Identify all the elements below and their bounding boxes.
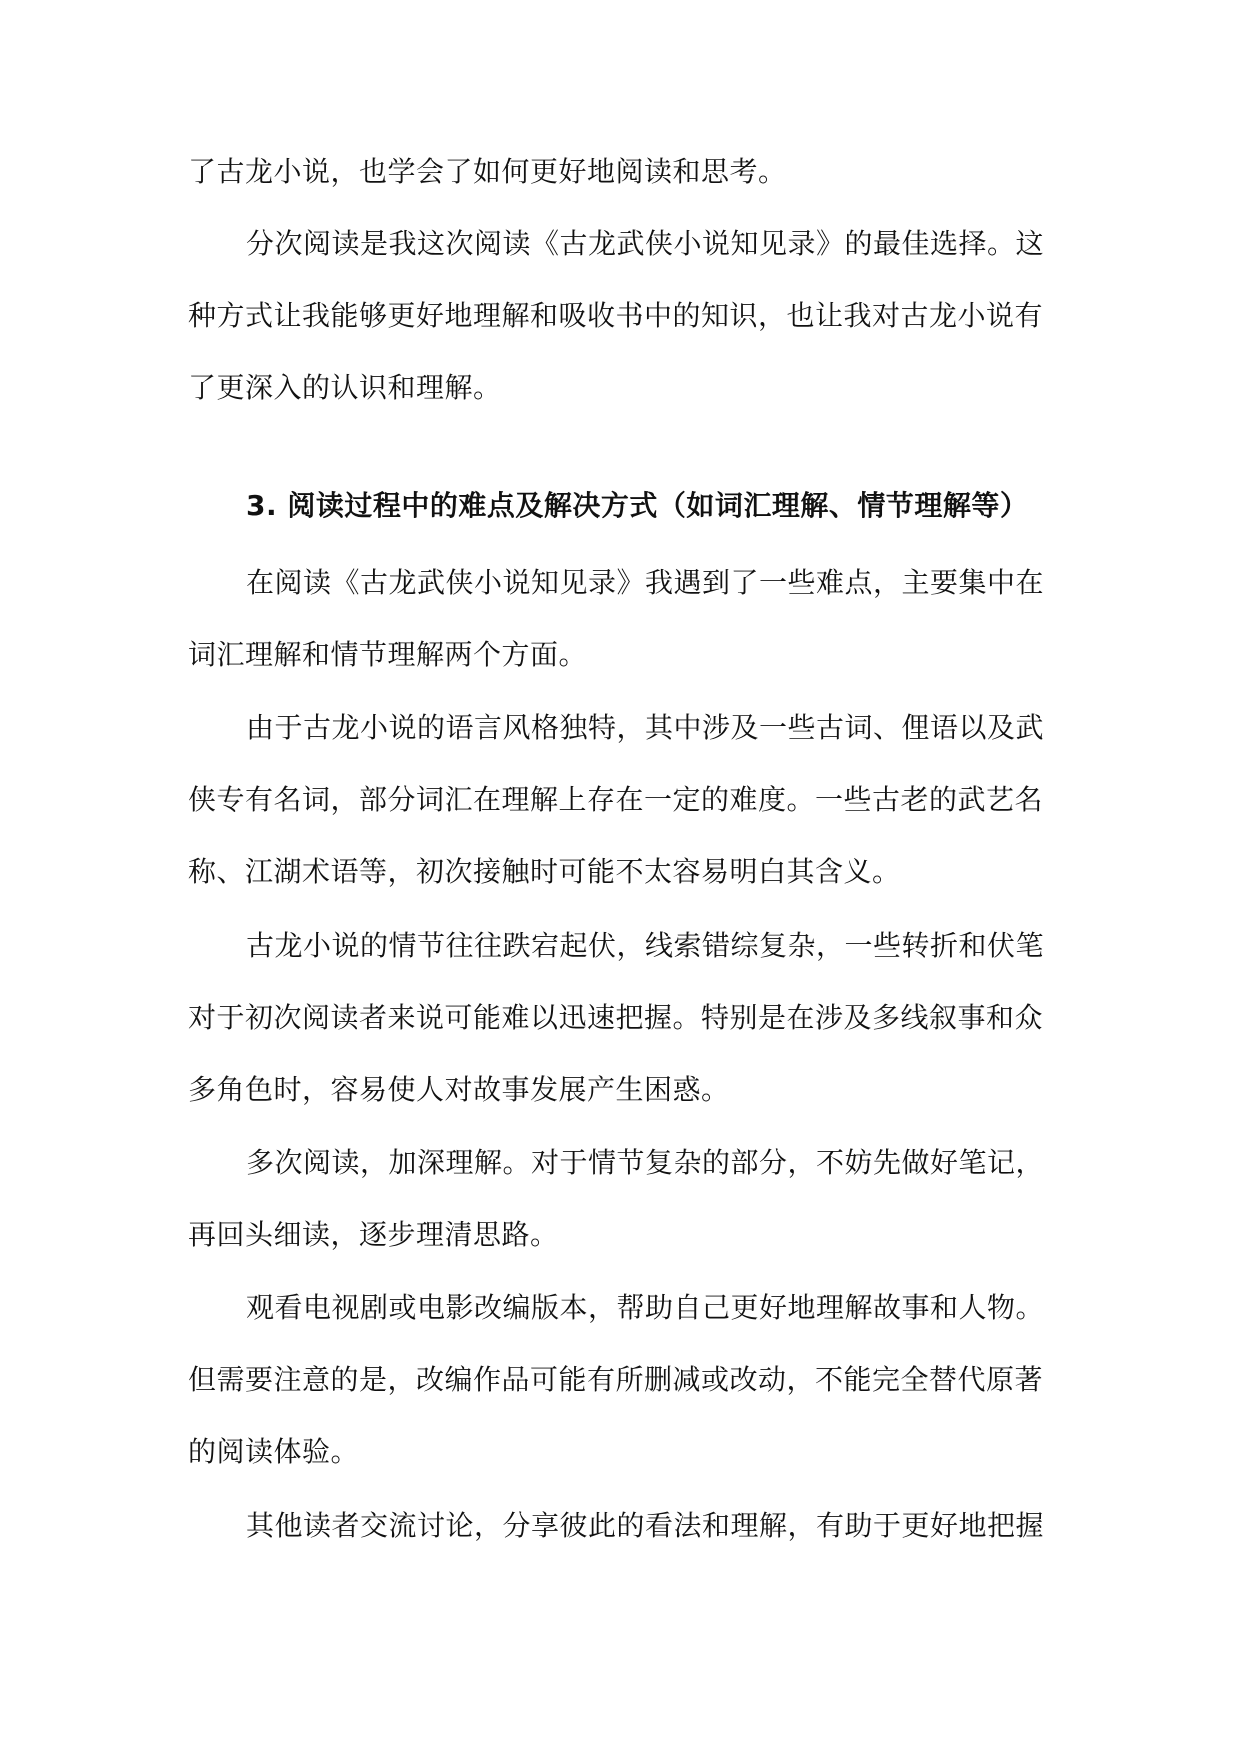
text-line: 了更深入的认识和理解。 bbox=[188, 371, 502, 404]
paragraph-first-line: 观看电视剧或电影改编版本，帮助自己更好地理解故事和人物。 bbox=[246, 1291, 1045, 1324]
section-heading: 3. 阅读过程中的难点及解决方式（如词汇理解、情节理解等） bbox=[246, 489, 1029, 522]
text-line: 对于初次阅读者来说可能难以迅速把握。特别是在涉及多线叙事和众 bbox=[188, 1001, 1044, 1034]
paragraph-first-line: 多次阅读，加深理解。对于情节复杂的部分，不妨先做好笔记， bbox=[246, 1146, 1045, 1179]
paragraph-first-line: 分次阅读是我这次阅读《古龙武侠小说知见录》的最佳选择。这 bbox=[246, 227, 1045, 260]
paragraph-first-line: 古龙小说的情节往往跌宕起伏，线索错综复杂，一些转折和伏笔 bbox=[246, 929, 1045, 962]
paragraph-first-line: 在阅读《古龙武侠小说知见录》我遇到了一些难点，主要集中在 bbox=[246, 566, 1045, 599]
paragraph-first-line: 由于古龙小说的语言风格独特，其中涉及一些古词、俚语以及武 bbox=[246, 711, 1045, 744]
text-line: 再回头细读，逐步理清思路。 bbox=[188, 1218, 559, 1251]
text-line: 多角色时，容易使人对故事发展产生困惑。 bbox=[188, 1073, 730, 1106]
text-line: 的阅读体验。 bbox=[188, 1435, 360, 1468]
text-line: 词汇理解和情节理解两个方面。 bbox=[188, 638, 588, 671]
text-line: 但需要注意的是，改编作品可能有所删减或改动，不能完全替代原著 bbox=[188, 1363, 1044, 1396]
text-line: 了古龙小说，也学会了如何更好地阅读和思考。 bbox=[188, 155, 787, 188]
text-line: 称、江湖术语等，初次接触时可能不太容易明白其含义。 bbox=[188, 855, 901, 888]
paragraph-first-line: 其他读者交流讨论，分享彼此的看法和理解，有助于更好地把握 bbox=[246, 1509, 1045, 1542]
text-line: 种方式让我能够更好地理解和吸收书中的知识，也让我对古龙小说有 bbox=[188, 299, 1044, 332]
text-line: 侠专有名词，部分词汇在理解上存在一定的难度。一些古老的武艺名 bbox=[188, 783, 1044, 816]
